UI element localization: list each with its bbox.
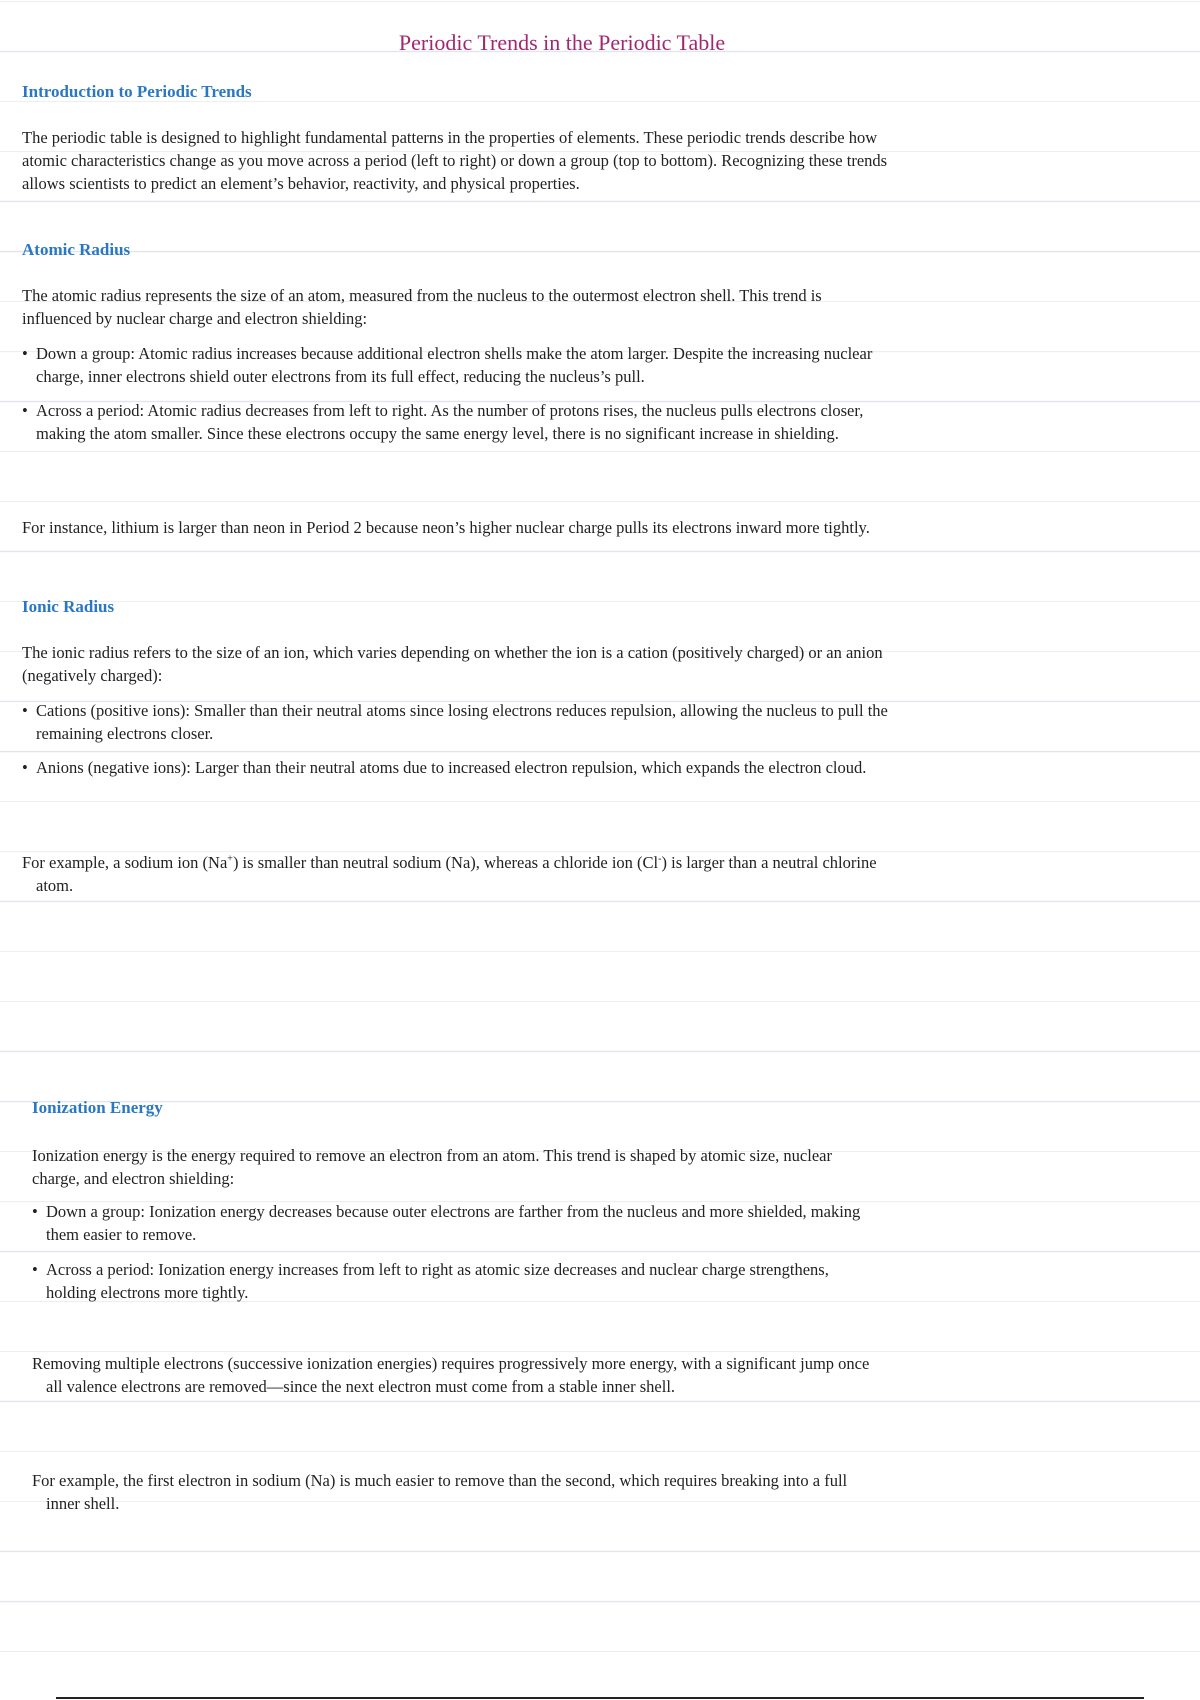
list-item [32,1258,872,1304]
ionization-energy-example: For example, the first electron in sodium (Na) is much easier to remove than the second, which requires breaking into a full inner shell. [32,1471,848,1513]
bullet-icon: • [32,1202,38,1221]
list-item [22,399,908,445]
atomic-radius-heading: Atomic Radius [22,240,131,259]
bullet-icon: • [32,1260,38,1279]
intro-heading: Introduction to Periodic Trends [22,82,252,101]
list-item [32,1200,872,1246]
list-item-text: Cations (positive ions): Smaller than their neutral atoms since losing electrons reduces repulsion, allowing the nucleus to pull the remaining electrons closer. [36,701,888,743]
list-item-text: Down a group: Ionization energy decreases because outer electrons are farther from the nucleus and more shielded, making them easier to remove. [46,1202,861,1244]
successive-ionization-paragraph: Removing multiple electrons (successive ionization energies) requires progressively more energy, with a significant jump once all valence electrons are removed—since the next electron must come from a stable inner shell. [32,1354,870,1396]
list-item-text: Down a group: Atomic radius increases because additional electron shells make the atom larger. Despite the increasing nuclear charge, inner electrons shield outer electrons from its full effect, reducing the nucleus’s pull. [36,344,873,386]
page-title: Periodic Trends in the Periodic Table [398,30,726,55]
bullet-icon: • [22,701,28,720]
list-item [22,699,908,745]
list-item-text: Across a period: Atomic radius decreases from left to right. As the number of protons rises, the nucleus pulls electrons closer, making the atom smaller. Since these electrons occupy the same energy level, there is no significant increase in shielding. [36,401,864,443]
bullet-icon: • [22,344,28,363]
list-item [22,342,908,388]
bullet-icon: • [22,401,28,420]
ionic-radius-example: For example, a sodium ion (Na+) is smaller than neutral sodium (Na), whereas a chloride ion (Cl-) is larger than a neutral chlorine atom. [22,853,877,895]
atomic-radius-paragraph: The atomic radius represents the size of an atom, measured from the nucleus to the outermost electron shell. This trend is influenced by nuclear charge and electron shielding: [22,286,822,328]
ionic-radius-paragraph: The ionic radius refers to the size of an ion, which varies depending on whether the ion is a cation (positively charged) or an anion (negatively charged): [22,643,883,685]
atomic-radius-example: For instance, lithium is larger than neon in Period 2 because neon’s higher nuclear charge pulls its electrons inward more tightly. [22,518,870,537]
ionic-radius-heading: Ionic Radius [22,597,115,616]
list-item-text: Anions (negative ions): Larger than their neutral atoms due to increased electron repulsion, which expands the electron cloud. [36,758,867,777]
list-item [22,756,908,779]
bullet-icon: • [22,758,28,777]
footer-divider [56,1697,1144,1699]
intro-paragraph: The periodic table is designed to highlight fundamental patterns in the properties of elements. These periodic trends describe how atomic characteristics change as you move across a period (left to right) or down a group (top to bottom). Recognizing these trends allows scientists to predict an element’s behavior, reactivity, and physical properties. [22,128,888,193]
list-item-text: Across a period: Ionization energy increases from left to right as atomic size decreases and nuclear charge strengthens, holding electrons more tightly. [46,1260,829,1302]
ionization-energy-heading: Ionization Energy [32,1098,163,1117]
ionization-energy-paragraph: Ionization energy is the energy required to remove an electron from an atom. This trend is shaped by atomic size, nuclear charge, and electron shielding: [32,1146,832,1188]
